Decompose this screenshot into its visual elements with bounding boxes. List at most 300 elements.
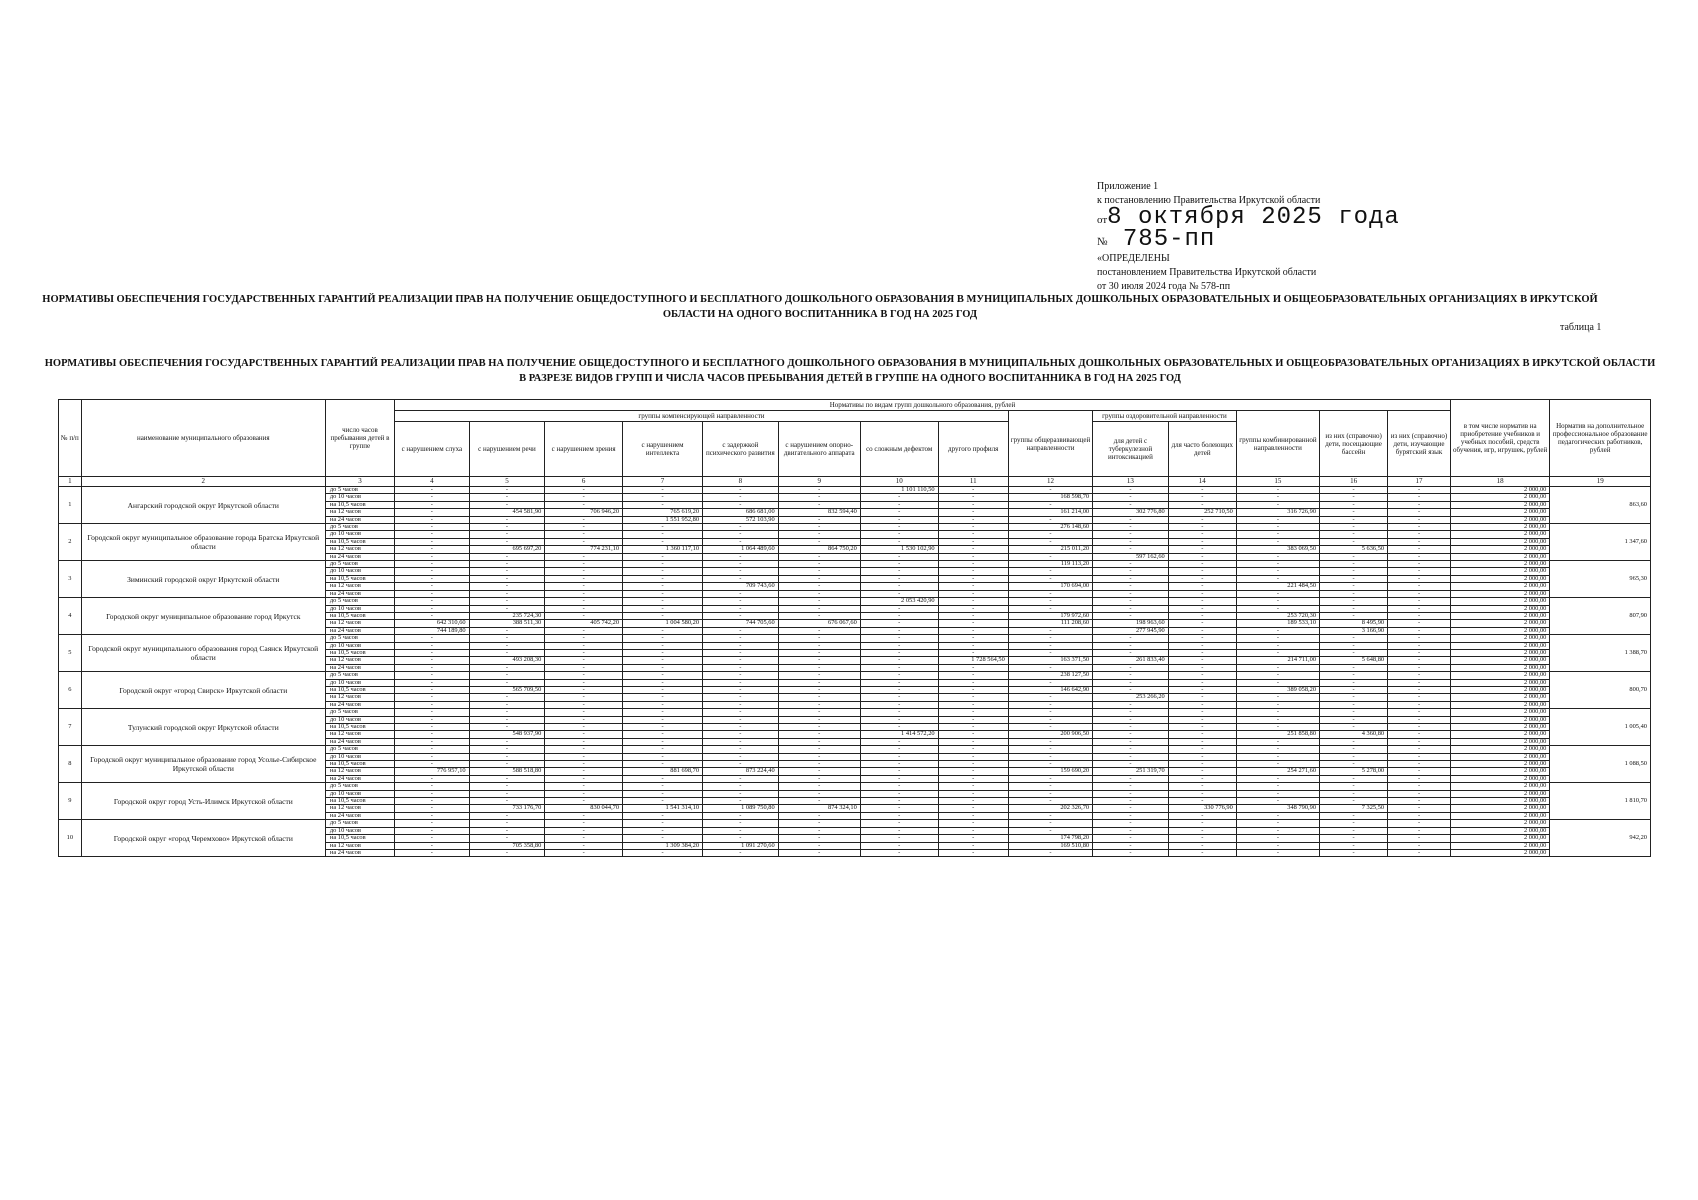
value-cell: 388 511,30 <box>469 620 545 627</box>
value-cell: - <box>1388 679 1451 686</box>
municipality-name: Зиминский городской округ Иркутской области <box>81 561 325 598</box>
hours-cell: до 5 часов <box>325 709 394 716</box>
value-cell: - <box>1236 635 1319 642</box>
value-cell: - <box>938 753 1008 760</box>
value-cell: - <box>1388 775 1451 782</box>
value-cell: - <box>703 672 779 679</box>
value-cell: - <box>395 642 470 649</box>
value-cell: - <box>395 820 470 827</box>
value-cell: 7 325,50 <box>1320 805 1388 812</box>
column-number: 3 <box>325 477 394 487</box>
value-cell: - <box>395 605 470 612</box>
value-cell: - <box>860 724 938 731</box>
value-cell: - <box>938 538 1008 545</box>
value-cell: - <box>860 568 938 575</box>
value-cell: - <box>860 783 938 790</box>
municipality-name: Городской округ муниципальное образование город Иркутск <box>81 598 325 635</box>
value-cell: - <box>1388 642 1451 649</box>
value-cell: - <box>469 775 545 782</box>
value-cell: - <box>1093 487 1169 494</box>
header-c9: с нарушением опорно-двигательного аппарата <box>778 422 860 477</box>
value-cell: - <box>778 568 860 575</box>
value-cell: - <box>469 827 545 834</box>
value-cell: 548 937,90 <box>469 731 545 738</box>
table-row <box>59 524 1651 531</box>
municipality-name: Городской округ город Усть-Илимск Иркутской области <box>81 783 325 820</box>
value-cell: 695 697,20 <box>469 546 545 553</box>
value-cell: - <box>938 590 1008 597</box>
value-cell: 744 705,60 <box>703 620 779 627</box>
value-cell: - <box>1093 649 1169 656</box>
value-cell: - <box>395 849 470 856</box>
value-cell: - <box>1168 694 1236 701</box>
value-cell: - <box>545 812 623 819</box>
value-cell: - <box>1320 605 1388 612</box>
value-cell: - <box>1320 679 1388 686</box>
value-cell: 2 000,00 <box>1450 746 1549 753</box>
value-cell: 873 224,40 <box>703 768 779 775</box>
value-cell: 2 000,00 <box>1450 635 1549 642</box>
value-cell: - <box>860 538 938 545</box>
value-cell: - <box>778 657 860 664</box>
value-cell: - <box>1236 627 1319 634</box>
value-cell: - <box>1236 538 1319 545</box>
table-row <box>59 746 1651 753</box>
value-cell: - <box>545 642 623 649</box>
column-number: 17 <box>1388 477 1451 487</box>
value-cell: - <box>395 494 470 501</box>
value-cell: 2 000,00 <box>1450 546 1549 553</box>
value-cell: - <box>1320 724 1388 731</box>
value-cell: 1 064 489,60 <box>703 546 779 553</box>
value-cell: - <box>545 701 623 708</box>
value-cell: - <box>623 524 703 531</box>
value-cell: - <box>703 524 779 531</box>
value-cell: - <box>1320 716 1388 723</box>
value-cell: - <box>1168 842 1236 849</box>
value-cell: - <box>938 709 1008 716</box>
value-cell: - <box>1168 568 1236 575</box>
value-cell: - <box>469 487 545 494</box>
value-cell: 215 011,20 <box>1008 546 1092 553</box>
value-cell: - <box>469 635 545 642</box>
prof-education-norm: 1 810,70 <box>1550 783 1651 820</box>
column-number: 18 <box>1450 477 1549 487</box>
value-cell: - <box>623 812 703 819</box>
value-cell: - <box>1168 635 1236 642</box>
value-cell: 214 711,00 <box>1236 657 1319 664</box>
value-cell: - <box>860 827 938 834</box>
value-cell: - <box>1388 820 1451 827</box>
value-cell: - <box>1236 694 1319 701</box>
value-cell: - <box>545 590 623 597</box>
table-row <box>59 635 1651 642</box>
value-cell: - <box>778 501 860 508</box>
header-name: наименование муниципального образования <box>81 400 325 477</box>
value-cell: - <box>545 820 623 827</box>
value-cell: 1 530 102,90 <box>860 546 938 553</box>
value-cell: - <box>395 686 470 693</box>
value-cell: - <box>1320 761 1388 768</box>
value-cell: 2 000,00 <box>1450 649 1549 656</box>
value-cell: - <box>1168 487 1236 494</box>
value-cell: - <box>1008 649 1092 656</box>
value-cell: - <box>1388 612 1451 619</box>
hours-cell: до 10 часов <box>325 494 394 501</box>
value-cell: - <box>778 724 860 731</box>
row-number: 1 <box>59 487 82 524</box>
value-cell: - <box>1236 561 1319 568</box>
prof-education-norm: 1 388,70 <box>1550 635 1651 672</box>
value-cell: - <box>1093 746 1169 753</box>
value-cell: - <box>938 805 1008 812</box>
value-cell: - <box>1236 716 1319 723</box>
value-cell: - <box>1093 716 1169 723</box>
document-title: НОРМАТИВЫ ОБЕСПЕЧЕНИЯ ГОСУДАРСТВЕННЫХ ГАРАНТИЙ РЕАЛИЗАЦИИ ПРАВ НА ПОЛУЧЕНИЕ ОБЩЕДОСТУПНОГО И БЕСПЛАТНОГО ДОШКОЛЬНОГО ОБРАЗОВАНИЯ В МУНИЦИПАЛЬНЫХ ДОШКОЛЬНЫХ ОБРАЗОВАТЕЛЬНЫХ И ОБЩЕОБРАЗОВАТЕЛЬНЫХ ОРГАНИЗАЦИЯХ В ИРКУТСКОЙ ОБЛАСТИ НА ОДНОГО ВОСПИТАННИКА В ГОД НА 2025 ГОД <box>42 294 1598 320</box>
value-cell: - <box>860 642 938 649</box>
hours-cell: на 24 часов <box>325 812 394 819</box>
value-cell: - <box>545 798 623 805</box>
value-cell: - <box>395 775 470 782</box>
value-cell: - <box>545 731 623 738</box>
value-cell: - <box>938 524 1008 531</box>
value-cell: - <box>545 753 623 760</box>
value-cell: 2 000,00 <box>1450 524 1549 531</box>
value-cell: - <box>623 701 703 708</box>
value-cell: - <box>623 672 703 679</box>
value-cell: 2 000,00 <box>1450 790 1549 797</box>
value-cell: - <box>778 590 860 597</box>
row-number: 3 <box>59 561 82 598</box>
value-cell: - <box>1093 516 1169 523</box>
value-cell: - <box>545 538 623 545</box>
header-c11: другого профиля <box>938 422 1008 477</box>
value-cell: - <box>1236 738 1319 745</box>
value-cell: - <box>1008 709 1092 716</box>
hours-cell: до 10 часов <box>325 568 394 575</box>
hours-cell: на 24 часов <box>325 590 394 597</box>
hours-cell: на 24 часов <box>325 627 394 634</box>
value-cell: - <box>1168 820 1236 827</box>
value-cell: - <box>1168 516 1236 523</box>
value-cell: - <box>938 568 1008 575</box>
hours-cell: на 10,5 часов <box>325 686 394 693</box>
value-cell: - <box>623 612 703 619</box>
value-cell: - <box>395 575 470 582</box>
value-cell: - <box>778 635 860 642</box>
value-cell: - <box>1388 805 1451 812</box>
appendix-date: от8 октября 2025 года <box>1097 204 1400 231</box>
value-cell: - <box>1008 531 1092 538</box>
value-cell: - <box>545 524 623 531</box>
value-cell: - <box>545 494 623 501</box>
header-hours: число часов пребывания детей в группе <box>325 400 394 477</box>
value-cell: - <box>469 561 545 568</box>
value-cell: - <box>778 753 860 760</box>
value-cell: - <box>1093 583 1169 590</box>
value-cell: - <box>1168 709 1236 716</box>
value-cell: - <box>703 790 779 797</box>
value-cell: 705 358,80 <box>469 842 545 849</box>
value-cell: - <box>1236 812 1319 819</box>
value-cell: - <box>623 724 703 731</box>
value-cell: - <box>1168 768 1236 775</box>
value-cell: - <box>1388 583 1451 590</box>
hours-cell: до 5 часов <box>325 487 394 494</box>
hours-cell: на 12 часов <box>325 768 394 775</box>
header-c10: со сложным дефектом <box>860 422 938 477</box>
value-cell: - <box>938 664 1008 671</box>
value-cell: - <box>703 694 779 701</box>
value-cell: - <box>1093 849 1169 856</box>
value-cell: - <box>1236 753 1319 760</box>
value-cell: - <box>778 746 860 753</box>
value-cell: - <box>469 664 545 671</box>
value-cell: 202 326,70 <box>1008 805 1092 812</box>
value-cell: - <box>1168 649 1236 656</box>
value-cell: - <box>1093 761 1169 768</box>
value-cell: - <box>395 790 470 797</box>
value-cell: - <box>1093 820 1169 827</box>
value-cell: - <box>778 605 860 612</box>
value-cell: - <box>469 849 545 856</box>
value-cell: - <box>778 812 860 819</box>
value-cell: - <box>1388 531 1451 538</box>
value-cell: - <box>860 664 938 671</box>
value-cell: - <box>1168 686 1236 693</box>
value-cell: - <box>1236 672 1319 679</box>
value-cell: - <box>1168 590 1236 597</box>
value-cell: - <box>395 724 470 731</box>
value-cell: - <box>778 598 860 605</box>
value-cell: 2 000,00 <box>1450 731 1549 738</box>
column-number: 9 <box>778 477 860 487</box>
value-cell: - <box>1168 657 1236 664</box>
value-cell: - <box>545 664 623 671</box>
value-cell: - <box>1168 761 1236 768</box>
value-cell: - <box>1008 820 1092 827</box>
value-cell: - <box>1236 798 1319 805</box>
value-cell: - <box>469 820 545 827</box>
header-num: № п/п <box>59 400 82 477</box>
value-cell: - <box>1388 835 1451 842</box>
value-cell: - <box>1388 627 1451 634</box>
value-cell: - <box>1320 583 1388 590</box>
hours-cell: на 10,5 часов <box>325 612 394 619</box>
row-number: 7 <box>59 709 82 746</box>
value-cell: - <box>860 775 938 782</box>
value-cell: 5 648,80 <box>1320 657 1388 664</box>
value-cell: - <box>1388 546 1451 553</box>
value-cell: 2 000,00 <box>1450 642 1549 649</box>
value-cell: - <box>1093 842 1169 849</box>
value-cell: 2 000,00 <box>1450 738 1549 745</box>
column-number: 7 <box>623 477 703 487</box>
value-cell: - <box>545 724 623 731</box>
value-cell: - <box>545 716 623 723</box>
value-cell: - <box>1093 775 1169 782</box>
value-cell: - <box>395 709 470 716</box>
value-cell: - <box>860 761 938 768</box>
value-cell: - <box>1320 694 1388 701</box>
value-cell: - <box>703 531 779 538</box>
value-cell: - <box>1236 605 1319 612</box>
header-comp-group: группы компенсирующей направленности <box>395 411 1009 422</box>
value-cell: - <box>1093 827 1169 834</box>
value-cell: - <box>623 694 703 701</box>
value-cell: 2 000,00 <box>1450 612 1549 619</box>
value-cell: - <box>623 798 703 805</box>
hours-cell: до 5 часов <box>325 598 394 605</box>
value-cell: - <box>1168 679 1236 686</box>
value-cell: - <box>1168 753 1236 760</box>
value-cell: - <box>1168 598 1236 605</box>
municipality-name: Тулунский городской округ Иркутской области <box>81 709 325 746</box>
value-cell: - <box>1388 590 1451 597</box>
value-cell: - <box>1093 709 1169 716</box>
value-cell: - <box>623 827 703 834</box>
column-number: 14 <box>1168 477 1236 487</box>
value-cell: - <box>860 494 938 501</box>
value-cell: - <box>1168 731 1236 738</box>
value-cell: - <box>623 790 703 797</box>
value-cell: - <box>860 620 938 627</box>
value-cell: 2 000,00 <box>1450 849 1549 856</box>
value-cell: - <box>1236 553 1319 560</box>
value-cell: - <box>778 686 860 693</box>
value-cell: - <box>395 598 470 605</box>
value-cell: - <box>395 664 470 671</box>
value-cell: - <box>1008 635 1092 642</box>
hours-cell: на 10,5 часов <box>325 761 394 768</box>
municipality-name: Городской округ муниципального образования город Саянск Иркутской области <box>81 635 325 672</box>
value-cell: - <box>860 583 938 590</box>
value-cell: - <box>623 635 703 642</box>
column-number: 16 <box>1320 477 1388 487</box>
value-cell: - <box>545 553 623 560</box>
value-cell: - <box>703 783 779 790</box>
value-cell: 235 724,30 <box>469 612 545 619</box>
value-cell: 1 004 580,20 <box>623 620 703 627</box>
value-cell: 405 742,20 <box>545 620 623 627</box>
value-cell: - <box>1320 783 1388 790</box>
value-cell: - <box>1388 598 1451 605</box>
value-cell: - <box>1320 701 1388 708</box>
header-c4: с нарушением слуха <box>395 422 470 477</box>
value-cell: - <box>1388 553 1451 560</box>
value-cell: - <box>778 694 860 701</box>
value-cell: - <box>938 612 1008 619</box>
row-number: 5 <box>59 635 82 672</box>
value-cell: 2 000,00 <box>1450 590 1549 597</box>
value-cell: - <box>1236 849 1319 856</box>
value-cell: - <box>1388 753 1451 760</box>
value-cell: - <box>469 724 545 731</box>
value-cell: - <box>1168 627 1236 634</box>
hours-cell: до 10 часов <box>325 679 394 686</box>
value-cell: - <box>1236 827 1319 834</box>
value-cell: - <box>703 612 779 619</box>
value-cell: - <box>545 694 623 701</box>
value-cell: - <box>1008 761 1092 768</box>
value-cell: - <box>1236 701 1319 708</box>
value-cell: - <box>938 561 1008 568</box>
table-row <box>59 561 1651 568</box>
value-cell: - <box>778 524 860 531</box>
value-cell: 2 000,00 <box>1450 568 1549 575</box>
value-cell: - <box>1168 849 1236 856</box>
value-cell: - <box>1320 849 1388 856</box>
value-cell: - <box>1388 701 1451 708</box>
hours-cell: на 12 часов <box>325 620 394 627</box>
value-cell: - <box>938 746 1008 753</box>
value-cell: - <box>623 753 703 760</box>
value-cell: 2 000,00 <box>1450 487 1549 494</box>
value-cell: - <box>1320 798 1388 805</box>
value-cell: 8 495,90 <box>1320 620 1388 627</box>
value-cell: - <box>469 627 545 634</box>
header-health-group: группы оздоровительной направленности <box>1093 411 1237 422</box>
value-cell: - <box>1388 812 1451 819</box>
value-cell: - <box>778 516 860 523</box>
value-cell: - <box>623 590 703 597</box>
value-cell: - <box>1236 494 1319 501</box>
value-cell: - <box>545 627 623 634</box>
value-cell: - <box>545 849 623 856</box>
appendix-line1: Приложение 1 <box>1097 181 1159 192</box>
value-cell: - <box>469 753 545 760</box>
value-cell: - <box>860 531 938 538</box>
value-cell: - <box>469 783 545 790</box>
value-cell: - <box>1320 553 1388 560</box>
table-row <box>59 672 1651 679</box>
value-cell: - <box>1093 790 1169 797</box>
hours-cell: до 5 часов <box>325 672 394 679</box>
value-cell: 2 000,00 <box>1450 509 1549 516</box>
value-cell: - <box>860 501 938 508</box>
value-cell: - <box>778 487 860 494</box>
row-number: 10 <box>59 820 82 857</box>
value-cell: - <box>469 494 545 501</box>
value-cell: - <box>938 494 1008 501</box>
value-cell: - <box>860 686 938 693</box>
value-cell: - <box>395 590 470 597</box>
table-row <box>59 820 1651 827</box>
value-cell: - <box>860 509 938 516</box>
value-cell: - <box>703 812 779 819</box>
municipality-name: Ангарский городской округ Иркутской области <box>81 487 325 524</box>
value-cell: - <box>778 716 860 723</box>
value-cell: - <box>1008 590 1092 597</box>
hours-cell: на 24 часов <box>325 664 394 671</box>
value-cell: 2 000,00 <box>1450 805 1549 812</box>
value-cell: - <box>1008 487 1092 494</box>
value-cell: - <box>778 738 860 745</box>
value-cell: - <box>778 842 860 849</box>
value-cell: - <box>703 701 779 708</box>
value-cell: - <box>1388 716 1451 723</box>
value-cell: - <box>1168 701 1236 708</box>
value-cell: 2 000,00 <box>1450 620 1549 627</box>
value-cell: - <box>1320 672 1388 679</box>
value-cell: - <box>703 627 779 634</box>
value-cell: - <box>1093 812 1169 819</box>
value-cell: - <box>703 605 779 612</box>
value-cell: - <box>1168 664 1236 671</box>
value-cell: - <box>1236 524 1319 531</box>
value-cell: - <box>395 487 470 494</box>
value-cell: - <box>1388 620 1451 627</box>
